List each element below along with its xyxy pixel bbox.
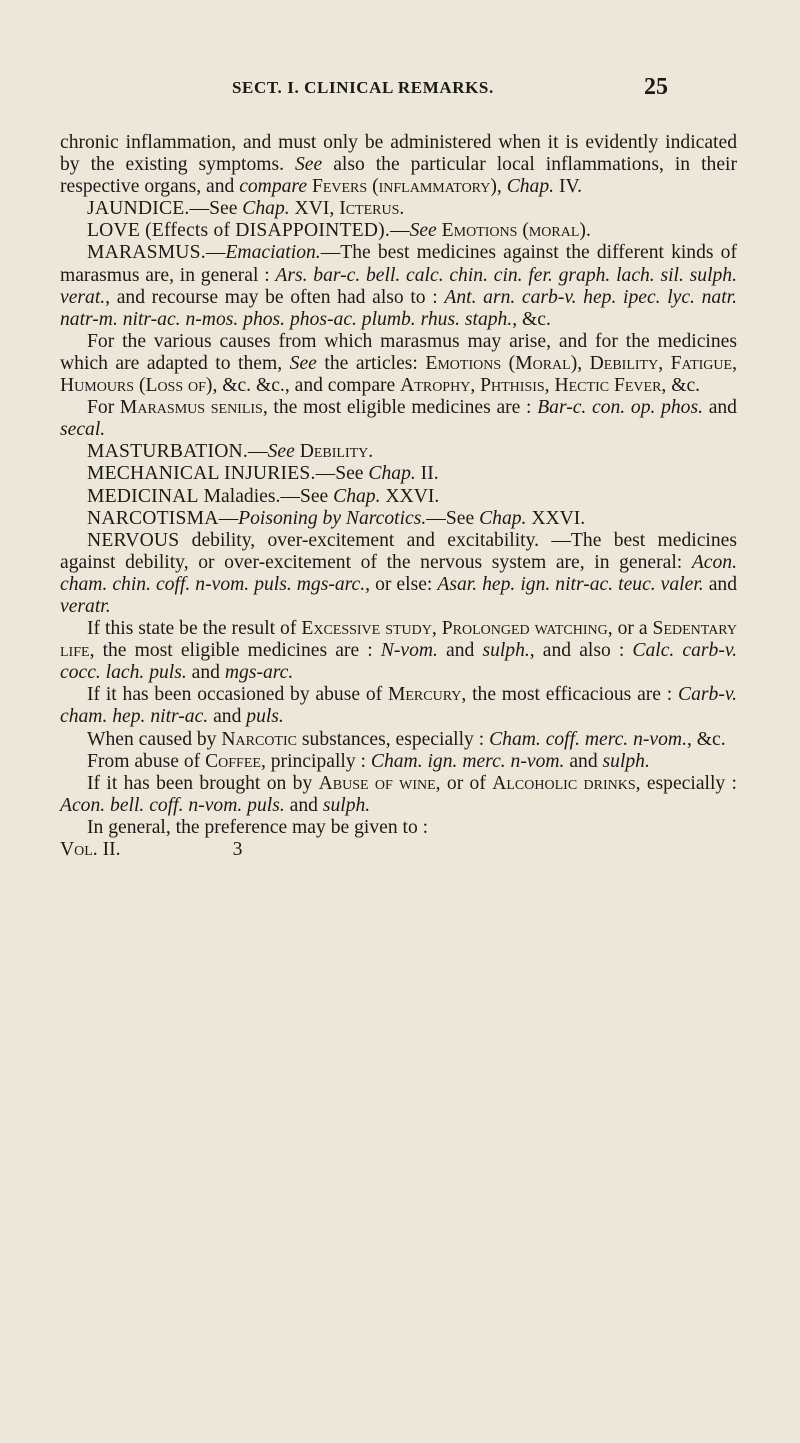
- headword: MASTURBATION.: [87, 441, 248, 463]
- headword: MECHANICAL INJURIES.: [87, 463, 316, 485]
- cross-reference: Emotions (Moral), Debility, Fatigue, Humours (Loss of): [60, 352, 737, 397]
- entry-love: LOVE (Effects of DISAPPOINTED).—See Emotions (moral).: [87, 220, 591, 242]
- headword: NERVOUS: [87, 529, 180, 551]
- entry-marasmus-senilis: For Marasmus senilis, the most eligible medicines are : Bar-c. con. op. phos. and secal.: [60, 397, 737, 441]
- entry-general: In general, the preference may be given to :: [87, 816, 429, 838]
- signature-line: [60, 839, 737, 861]
- remedy-list: Acon. cham. chin. coff. n-vom. puls. mgs-arc.: [60, 551, 737, 595]
- remedy-list: Asar. hep. ign. nitr-ac. teuc. valer.: [437, 573, 704, 595]
- page-header: [0, 74, 800, 104]
- entry-marasmus: MARASMUS.—Emaciation.—The best medicines against the different kinds of marasmus are, in general : Ars. bar-c. bell. calc. chin. cin. fer. graph. lach. sil. sulph. verat., and recourse may be often had also to : Ant. arn. carb-v. hep. ipec. lyc. natr. natr-m. nitr-ac. n-mos. phos. phos-ac. plumb. rhus. staph., &c.: [60, 242, 738, 330]
- remedy-list: mgs-arc.: [224, 662, 294, 684]
- cross-reference: Icterus: [339, 198, 400, 220]
- cross-reference: Sedentary life: [60, 618, 737, 662]
- cross-reference: Alcoholic drinks: [492, 772, 636, 794]
- headword: NARCOTISMA: [87, 507, 219, 529]
- remedy-list: veratr.: [60, 595, 111, 617]
- remedy-list: Cham. ign. merc. n-vom.: [370, 750, 565, 772]
- remedy-list: sulph.: [322, 794, 371, 816]
- entry-marasmus-causes: For the various causes from which marasmus may arise, and for the medicines which are adapted to them, See the articles: Emotions (Moral), Debility, Fatigue, Humours (Loss of), &c. &c., and compare Atrophy, Phthisis, Hectic Fever, &c.: [60, 330, 737, 397]
- body-text: [60, 132, 737, 861]
- headword: LOVE (Effects of DISAPPOINTED).: [87, 220, 390, 242]
- remedy-list: puls.: [246, 706, 284, 728]
- page-number: 25: [644, 74, 668, 100]
- remedy-list: Carb-v. cham. hep. nitr-ac.: [60, 684, 737, 728]
- remedy-list: Ars. bar-c. bell. calc. chin. cin. fer. graph. lach. sil. sulph. verat.: [60, 264, 738, 308]
- remedy-list: Cham. coff. merc. n-vom.: [489, 728, 687, 750]
- cross-reference: Mercury: [387, 684, 462, 706]
- headword: MARASMUS.: [87, 242, 206, 264]
- cross-reference: Marasmus senilis: [119, 397, 263, 419]
- entry-mechanical-injuries: MECHANICAL INJURIES.—See Chap. II.: [87, 463, 439, 485]
- cross-reference: Coffee: [205, 750, 261, 772]
- cross-reference: Abuse of wine: [318, 772, 436, 794]
- remedy-list: sulph.: [482, 640, 530, 662]
- remedy-list: sulph.: [602, 750, 650, 772]
- cross-reference: Fevers (inflammatory): [311, 176, 497, 198]
- entry-nervous: NERVOUS debility, over-excitement and excitability. —The best medicines against debility, or over-excitement of the nervous system are, in general: Acon. cham. chin. coff. n-vom. puls. mgs-arc., or else: Asar. hep. ign. nitr-ac. teuc. valer. and veratr.: [60, 529, 737, 617]
- inflammation-continuation: chronic inflammation, and must only be administered when it is evidently indicated by the existing symptoms. See also the particular local inflammations, in their respective organs, and compare Fevers (inflammatory), Chap. IV.: [60, 132, 737, 198]
- entry-medicinal: MEDICINAL Maladies.—See Chap. XXVI.: [87, 485, 440, 507]
- cross-reference: Narcotic: [221, 728, 297, 750]
- entry-narcotic: When caused by Narcotic substances, especially : Cham. coff. merc. n-vom., &c.: [87, 728, 726, 750]
- remedy-list: Acon. bell. coff. n-vom. puls.: [60, 794, 285, 816]
- signature-mark: 3: [232, 839, 243, 860]
- remedy-list: Ant. arn. carb-v. hep. ipec. lyc. natr. natr-m. nitr-ac. n-mos. phos. phos-ac. plumb. rhus. staph.: [60, 286, 737, 330]
- running-head: SECT. I. CLINICAL REMARKS.: [232, 78, 494, 97]
- remedy-list: secal.: [60, 419, 106, 441]
- entry-mercury: If it has been occasioned by abuse of Mercury, the most efficacious are : Carb-v. cham. hep. nitr-ac. and puls.: [60, 684, 737, 728]
- cross-reference: Debility: [299, 441, 369, 463]
- cross-reference: Excessive study, Prolonged watching: [301, 618, 608, 640]
- entry-coffee: From abuse of Coffee, principally : Cham. ign. merc. n-vom. and sulph.: [87, 750, 650, 772]
- remedy-list: N-vom.: [380, 640, 438, 662]
- volume-signature: Vol. II.: [60, 839, 121, 860]
- headword: MEDICINAL: [87, 485, 199, 507]
- entry-narcotisma: NARCOTISMA—Poisoning by Narcotics.—See Chap. XXVI.: [87, 507, 586, 529]
- entry-excessive-study: If this state be the result of Excessive study, Prolonged watching, or a Sedentary life, the most eligible medicines are : N-vom. and sulph., and also : Calc. carb-v. cocc. lach. puls. and mgs-arc.: [60, 618, 737, 684]
- entry-wine: If it has been brought on by Abuse of wine, or of Alcoholic drinks, especially : Acon. bell. coff. n-vom. puls. and sulph.: [60, 772, 737, 816]
- remedy-list: Calc. carb-v. cocc. lach. puls.: [60, 640, 737, 684]
- cross-reference: Atrophy, Phthisis, Hectic Fever: [400, 375, 662, 397]
- entry-masturbation: MASTURBATION.—See Debility.: [87, 441, 374, 463]
- cross-reference: Emotions (moral): [441, 220, 586, 242]
- headword: JAUNDICE.: [87, 198, 190, 220]
- remedy-list: Bar-c. con. op. phos.: [537, 397, 703, 419]
- entry-jaundice: JAUNDICE.—See Chap. XVI, Icterus.: [87, 198, 405, 220]
